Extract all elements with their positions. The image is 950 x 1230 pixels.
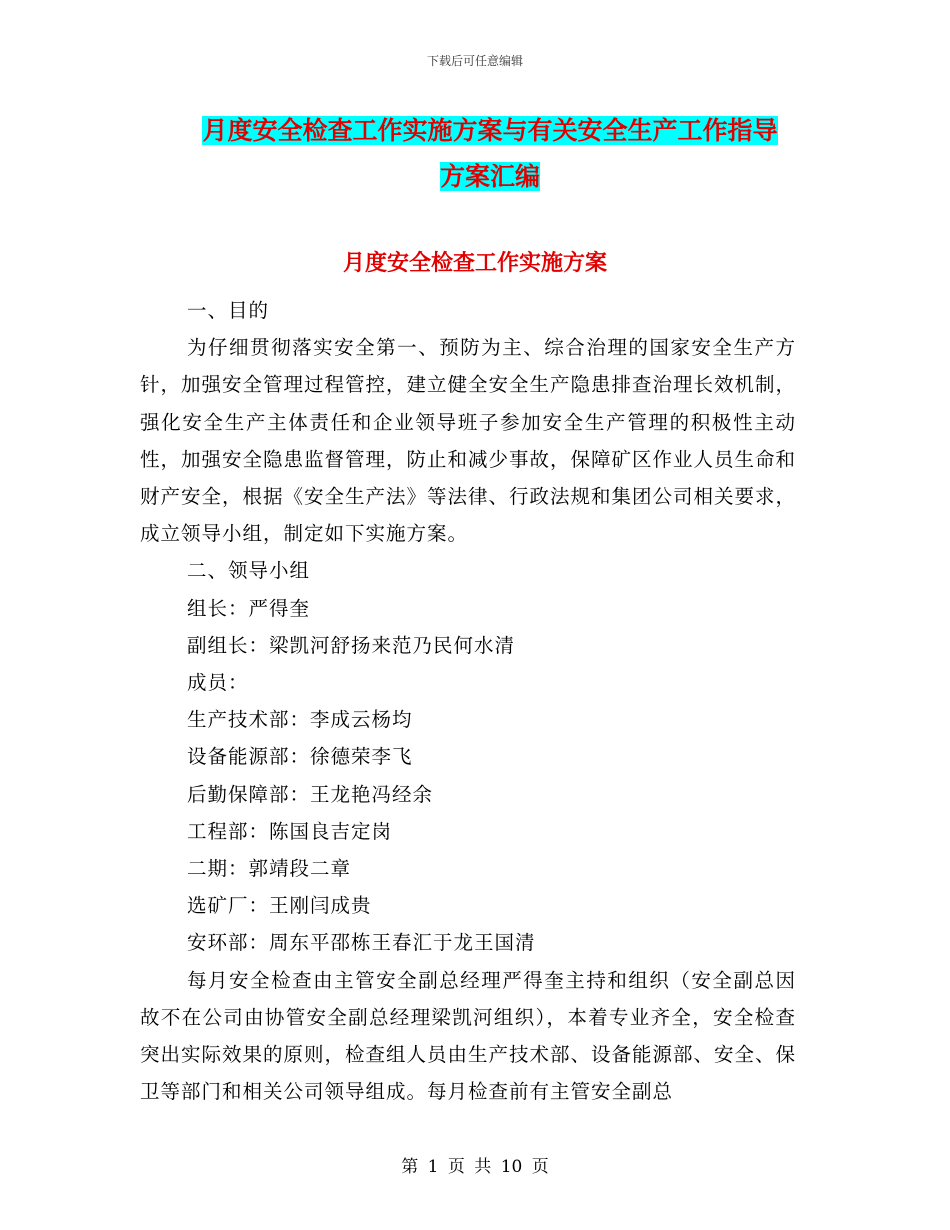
line-member-production: 生产技术部：李成云杨均	[187, 708, 413, 732]
paragraph-monthly-inspection: 每月安全检查由主管安全副总经理严得奎主持和组织（安全副总因故不在公司由协管安全副总经理梁凯河组织），本着专业齐全，安全检查突出实际效果的原则，检查组人员由生产技术部、设备能源部、安全、保卫等部门和相关公司领导组成。每月检查前有主管安全副总	[140, 968, 797, 1104]
line-member-equipment: 设备能源部：徐德荣李飞	[187, 745, 413, 769]
document-title	[140, 108, 840, 200]
heading-purpose: 一、目的	[187, 299, 270, 322]
document-title-line-1: 月度安全检查工作实施方案与有关安全生产工作指导	[202, 116, 778, 145]
paragraph-purpose: 为仔细贯彻落实安全第一、预防为主、综合治理的国家安全生产方针，加强安全管理过程管控，建立健全安全生产隐患排查治理长效机制，强化安全生产主体责任和企业领导班子参加安全生产管理的积极性主动性，加强安全隐患监督管理，防止和减少事故，保障矿区作业人员生命和财产安全，根据《安全生产法》等法律、行政法规和集团公司相关要求，成立领导小组，制定如下实施方案。	[140, 336, 797, 546]
line-member-safety-env: 安环部：周东平邵栋王春汇于龙王国清	[187, 931, 536, 955]
line-member-logistics: 后勤保障部：王龙艳冯经余	[187, 782, 434, 806]
section-title: 月度安全检查工作实施方案	[342, 251, 607, 276]
body-text	[140, 292, 796, 1110]
line-member-engineering: 工程部：陈国良吉定岗	[187, 819, 393, 843]
line-members-label: 成员：	[187, 671, 249, 695]
page-header-note: 下载后可任意编辑	[426, 54, 523, 68]
line-member-concentrator: 选矿厂：王刚闫成贵	[187, 894, 372, 918]
line-group-leader: 组长：严得奎	[187, 596, 311, 620]
heading-leadership-group: 二、领导小组	[187, 559, 311, 583]
page-footer: 第 1 页 共 10 页	[401, 1157, 549, 1177]
document-title-line-2: 方案汇编	[439, 162, 540, 191]
line-member-phase-two: 二期：郭靖段二章	[187, 857, 352, 881]
line-deputy-leaders: 副组长：梁凯河舒扬来范乃民何水清	[187, 633, 516, 657]
